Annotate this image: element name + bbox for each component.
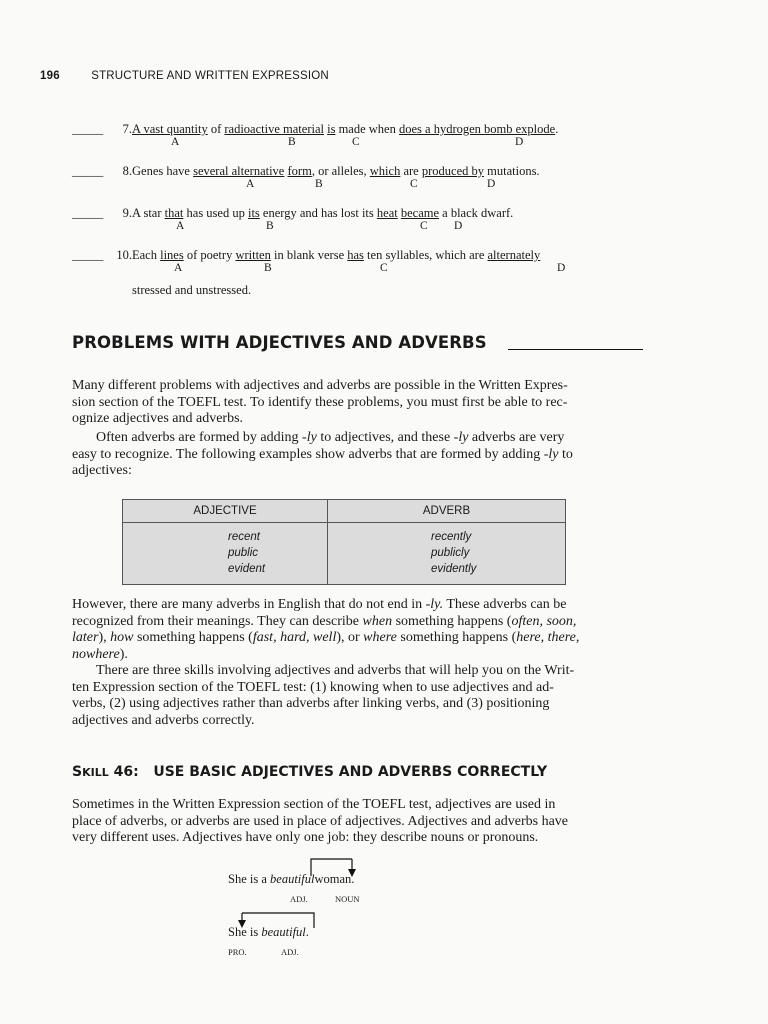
option-letter-b: B <box>288 136 296 148</box>
option-letter-a: A <box>174 262 183 274</box>
answer-blank: _____ <box>72 248 104 262</box>
option-letter-b: B <box>315 178 323 190</box>
question-number: 8. <box>122 164 132 178</box>
option-letter-a: A <box>176 220 185 232</box>
option-letter-c: C <box>380 262 388 274</box>
question-text: A vast quantity of radioactive material is made when does a hydrogen bomb explode. <box>132 122 559 136</box>
question-number: 9. <box>122 206 132 220</box>
page-header <box>40 70 329 82</box>
option-letter-c: C <box>420 220 428 232</box>
option-letter-a: A <box>171 136 180 148</box>
question-text: A star that has used up its energy and has lost its heat became a black dwarf. <box>132 206 514 220</box>
question-number: 10. <box>116 248 132 262</box>
adjective-column <box>123 523 328 585</box>
intro-paragraph-1: Many different problems with adjectives and adverbs are possible in the Written Expres- sion section of the TOEFL test. To identify these problems, you must first be able to rec- ognize adjectives and adverbs. <box>72 378 568 426</box>
option-letter-d: D <box>487 178 496 190</box>
question-text: Genes have several alternative form, or alleles, which are produced by mutations. <box>132 164 540 178</box>
answer-blank: _____ <box>72 164 104 178</box>
option-letter-b: B <box>264 262 272 274</box>
section-running-title: STRUCTURE AND WRITTEN EXPRESSION <box>91 70 329 82</box>
adjective-adverb-table <box>122 499 566 585</box>
intro-paragraph-2: Often adverbs are formed by adding -ly to adjectives, and these -ly adverbs are very easy to recognize. The following examples show adverbs that are formed by adding -ly to adjectives: <box>72 430 573 478</box>
skill-intro-paragraph: Sometimes in the Written Expression section of the TOEFL test, adjectives are used in place of adverbs, or adverbs are used in place of adjectives. Adjectives and adverbs have very different uses. Adjectives have only one job: they describe nouns or pronouns. <box>72 797 569 845</box>
question-continuation: stressed and unstressed. <box>132 283 252 297</box>
table-cell: public <box>228 547 259 559</box>
tag-pro: PRO. <box>228 947 247 957</box>
option-letter-d: D <box>557 262 566 274</box>
page-number: 196 <box>40 70 60 82</box>
option-letter-b: B <box>266 220 274 232</box>
skills-paragraph: There are three skills involving adjectives and adverbs that will help you on the Writ- ten Expression section of the TOEFL test: (1) knowing when to use adjectives and ad- verbs, (2) using adjectives rather than adverbs after linking verbs, and (3) positioning adjectives and adverbs correctly. <box>72 663 575 728</box>
answer-blank: _____ <box>72 122 104 136</box>
option-letter-c: C <box>352 136 360 148</box>
example-sentence-2: She is beautiful. <box>228 925 309 939</box>
table-header-adjective: ADJECTIVE <box>123 500 328 523</box>
example-sentence-1: She is a beautifulwoman. <box>228 872 355 886</box>
question-text: Each lines of poetry written in blank verse has ten syllables, which are alternately <box>132 248 541 262</box>
adverb-column <box>328 523 566 585</box>
adverbs-paragraph: However, there are many adverbs in English that do not end in -ly. These adverbs can be recognized from their meanings. They can describe when something happens (often, soon, later), how something happens (fast, hard, well), or where something happens (here, there, nowhere). <box>72 597 580 662</box>
tag-noun: NOUN <box>335 894 360 904</box>
tag-adj: ADJ. <box>290 894 308 904</box>
tag-adj: ADJ. <box>281 947 299 957</box>
table-cell: evidently <box>431 563 477 575</box>
answer-blank: _____ <box>72 206 104 220</box>
option-letter-d: D <box>515 136 524 148</box>
option-letter-c: C <box>410 178 418 190</box>
table-header-adverb: ADVERB <box>328 500 566 523</box>
question-number: 7. <box>122 122 132 136</box>
table-cell: evident <box>228 563 266 575</box>
table-cell: recent <box>228 531 260 543</box>
option-letter-d: D <box>454 220 463 232</box>
heading-rule <box>508 349 643 350</box>
table-cell: recently <box>431 531 472 543</box>
table-cell: publicly <box>431 547 470 559</box>
skill-heading: SKILL 46: USE BASIC ADJECTIVES AND ADVERBS CORRECTLY <box>72 764 548 780</box>
section-heading: PROBLEMS WITH ADJECTIVES AND ADVERBS <box>72 333 487 352</box>
option-letter-a: A <box>246 178 255 190</box>
